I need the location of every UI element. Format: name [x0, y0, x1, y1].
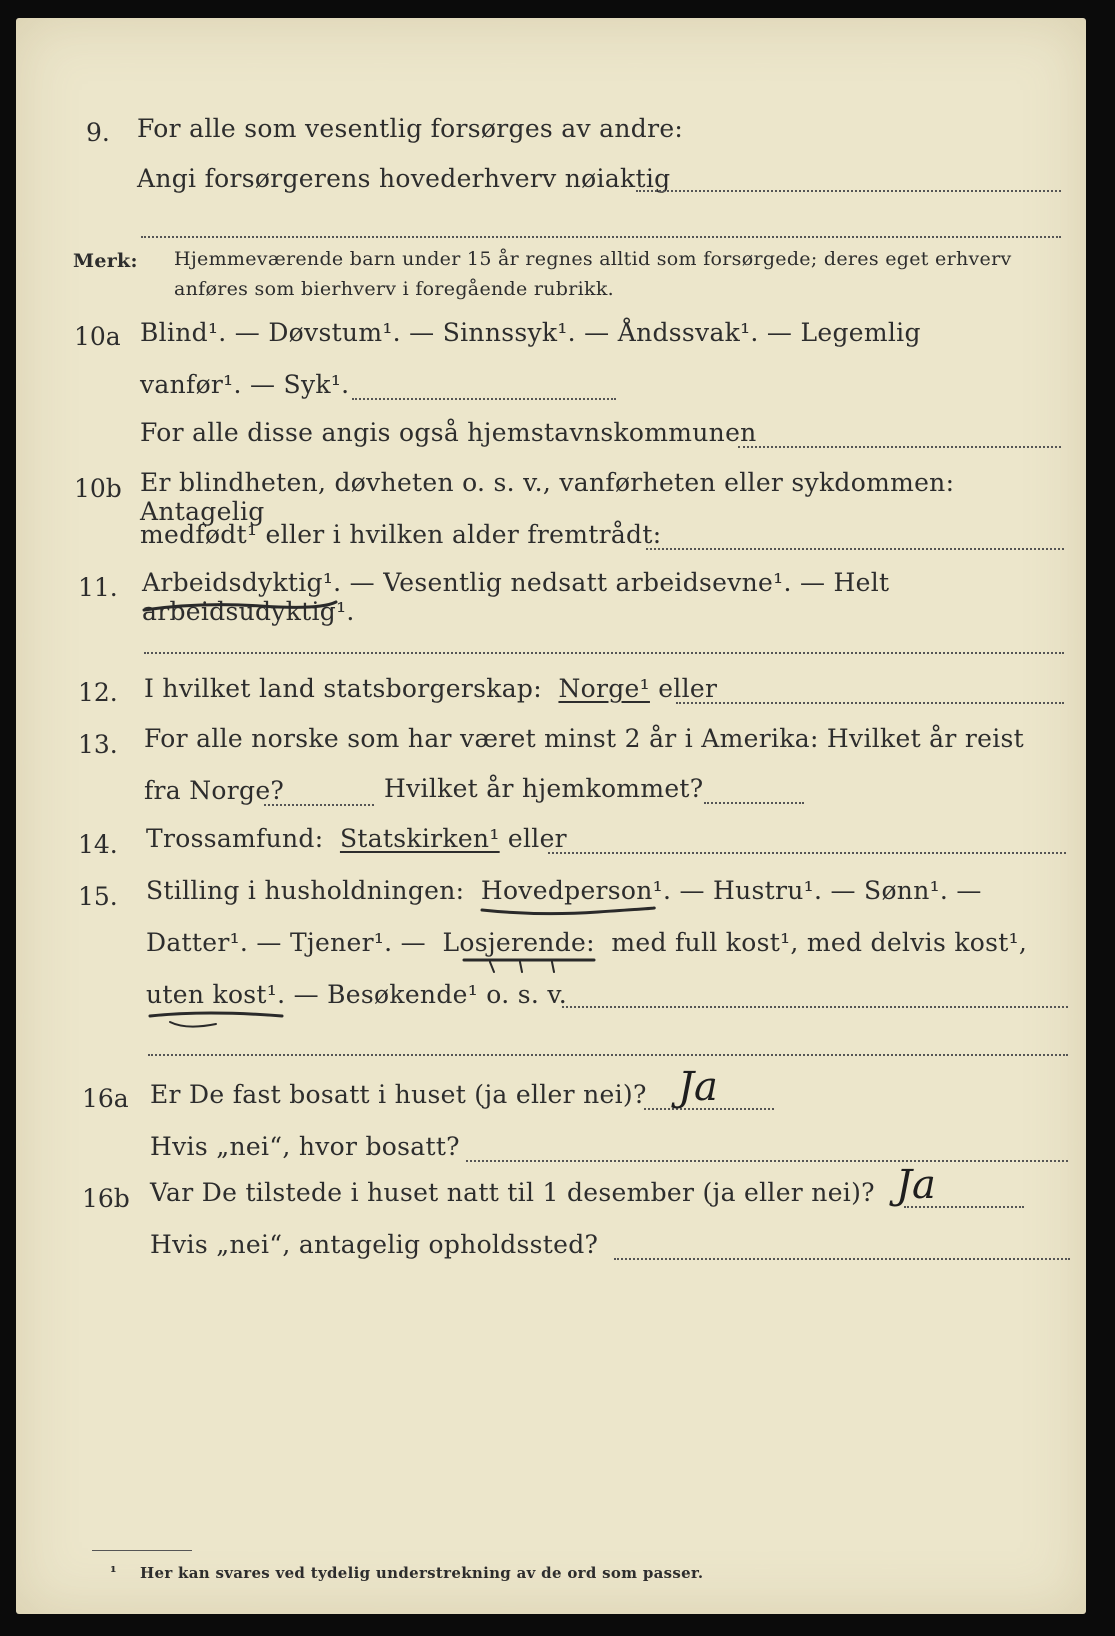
q13-reist-line[interactable] [264, 804, 374, 806]
q10a-line3: For alle disse angis også hjemstavnskommunen [140, 418, 757, 447]
q12-eller: eller [658, 674, 718, 703]
q14-eller: eller [507, 824, 567, 853]
q15-question: Stilling i husholdningen: [146, 876, 465, 905]
q10b-line1: Er blindheten, døvheten o. s. v., vanførheten eller sykdommen: Antagelig [140, 468, 955, 526]
underline-hovedperson [478, 902, 658, 920]
q13-hjemkommet-line[interactable] [704, 802, 804, 804]
q12-line [144, 674, 717, 703]
q13-fra-norge: fra Norge? [144, 776, 285, 805]
q12-option-norge[interactable]: Norge¹ [558, 674, 650, 703]
q14-answer-line[interactable] [548, 852, 1066, 854]
merk-line2: anføres som bierhverv i foregående rubrikk. [174, 278, 614, 300]
q9-answer-line-2[interactable] [141, 236, 1061, 238]
q9-answer-line[interactable] [636, 190, 1061, 192]
q15-option-losjerende[interactable]: Losjerende: [442, 928, 595, 957]
q15-line1 [146, 876, 982, 905]
q11-option-arbeidsdyktig[interactable]: Arbeidsdyktig¹. [142, 568, 342, 597]
underline-arbeidsdyktig [140, 596, 340, 616]
q10a-hjemstavn-line[interactable] [738, 446, 1061, 448]
question-number-16a: 16a [82, 1084, 129, 1113]
q16a-bosatt-line[interactable] [466, 1160, 1068, 1162]
underline-uten-kost [146, 1008, 286, 1032]
underline-losjerende [460, 956, 600, 978]
q13-hjemkommet: Hvilket år hjemkommet? [384, 774, 704, 803]
question-number-10a: 10a [74, 322, 121, 351]
q16a-handwritten-answer[interactable]: Ja [678, 1064, 718, 1110]
q15-option-hovedperson[interactable]: Hovedperson¹. [480, 876, 672, 905]
q15-line2a: Datter¹. — Tjener¹. — [146, 928, 426, 957]
q9-line1: For alle som vesentlig forsørges av andre: [137, 114, 684, 143]
merk-line1: Hjemmeværende barn under 15 år regnes alltid som forsørgede; deres eget erhverv [174, 248, 1012, 270]
question-number-15: 15. [78, 882, 118, 911]
census-form-page [16, 18, 1086, 1614]
q16b-opholdssted-line[interactable] [614, 1258, 1070, 1260]
q16a-line2: Hvis „nei“, hvor bosatt? [150, 1132, 460, 1161]
q15-answer-line[interactable] [562, 1006, 1068, 1008]
q15-line2b: med full kost¹, med delvis kost¹, [611, 928, 1028, 957]
q16b-line2: Hvis „nei“, antagelig opholdssted? [150, 1230, 599, 1259]
question-number-14: 14. [78, 830, 118, 859]
q16b-line1: Var De tilstede i huset natt til 1 desember (ja eller nei)? [150, 1178, 875, 1207]
q11-answer-line[interactable] [144, 652, 1064, 654]
q15-answer-line-2[interactable] [148, 1054, 1068, 1056]
question-number-16b: 16b [82, 1184, 130, 1213]
question-number-13: 13. [78, 730, 118, 759]
q16a-line1: Er De fast bosatt i huset (ja eller nei)? [150, 1080, 647, 1109]
q14-question: Trossamfund: [146, 824, 324, 853]
q9-line2: Angi forsørgerens hovederhverv nøiaktig [137, 164, 671, 193]
question-number-10b: 10b [74, 474, 122, 503]
q11-other-options: — Vesentlig nedsatt arbeidsevne¹. — Helt arbeidsudyktig¹. [142, 568, 890, 626]
merk-label: Merk: [73, 250, 138, 272]
q10b-line2: medfødt¹ eller i hvilken alder fremtrådt: [140, 520, 662, 549]
q10a-line1: Blind¹. — Døvstum¹. — Sinnssyk¹. — Åndssvak¹. — Legemlig [140, 318, 921, 347]
q12-answer-line[interactable] [676, 702, 1064, 704]
question-number-12: 12. [78, 678, 118, 707]
q14-option-statskirken[interactable]: Statskirken¹ [339, 824, 500, 853]
q16b-handwritten-answer[interactable]: Ja [896, 1162, 936, 1208]
q10a-line2: vanfør¹. — Syk¹. [140, 370, 350, 399]
question-number-9: 9. [86, 118, 110, 147]
q10a-answer-line[interactable] [352, 398, 616, 400]
q15-line3-rest: — Besøkende¹ o. s. v. [293, 980, 568, 1009]
q12-question: I hvilket land statsborgerskap: [144, 674, 542, 703]
q15-line2 [146, 928, 1027, 957]
q10b-answer-line[interactable] [646, 548, 1064, 550]
footnote-text: Her kan svares ved tydelig understrekning av de ord som passer. [140, 1564, 704, 1582]
q15-other-options-1: — Hustru¹. — Sønn¹. — [679, 876, 982, 905]
q15-option-uten-kost[interactable]: uten kost¹. [146, 980, 286, 1009]
footnote-mark: ¹ [110, 1563, 117, 1581]
q13-line1: For alle norske som har været minst 2 år i Amerika: Hvilket år reist [144, 724, 1025, 753]
q14-line [146, 824, 567, 853]
footnote-rule [92, 1550, 192, 1551]
question-number-11: 11. [78, 573, 118, 602]
q15-line3 [146, 980, 567, 1009]
